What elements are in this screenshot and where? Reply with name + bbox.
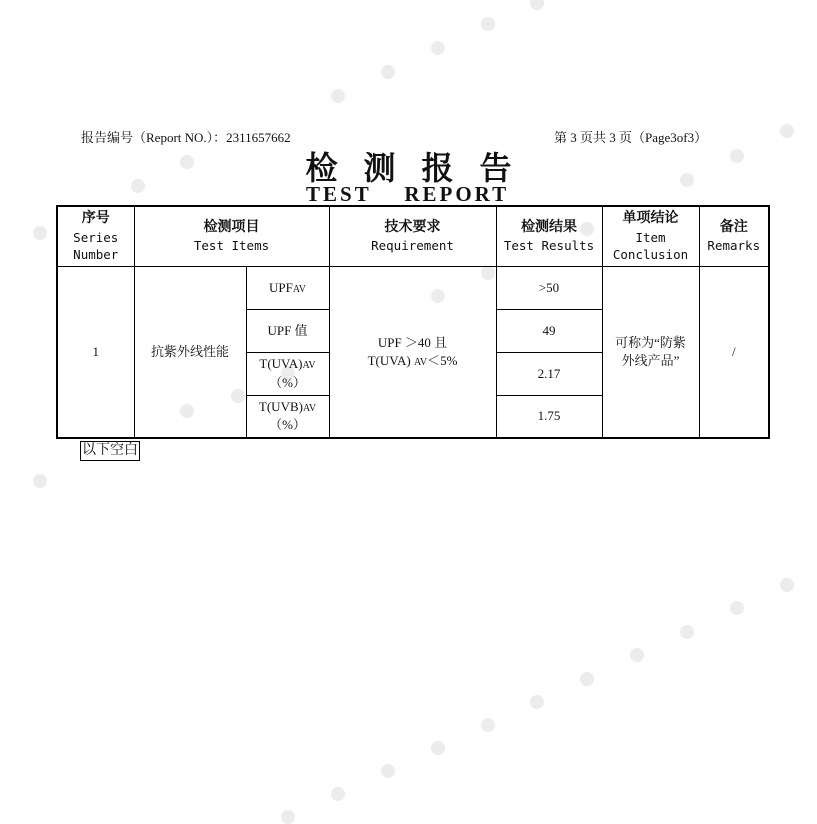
result-cell: 2.17 (496, 352, 602, 395)
col-header-en: Series Number (73, 229, 119, 263)
conclusion-cell (602, 266, 699, 438)
sub-item-cell (246, 266, 329, 309)
watermark-dot (481, 718, 495, 732)
col-header-results (496, 206, 602, 266)
col-header-cn: 备注 (719, 219, 748, 235)
series-cell: 1 (57, 266, 134, 438)
watermark-dot (281, 810, 295, 824)
requirement-line1: UPF ＞40 且 (377, 334, 448, 350)
watermark-dot (431, 741, 445, 755)
watermark-dot (331, 787, 345, 801)
result-cell: 1.75 (496, 395, 602, 438)
requirement-uva: T(UVA) (367, 352, 411, 368)
watermark-dot (431, 41, 445, 55)
col-header-en: Item Conclusion (612, 229, 689, 263)
col-header-en: Requirement (371, 238, 454, 254)
table-header-row (57, 206, 769, 266)
watermark-dot (381, 65, 395, 79)
sub-item-subscript: AV (302, 360, 316, 372)
conclusion-line2: 外线产品” (621, 352, 680, 368)
sub-item-unit: （%） (269, 374, 306, 390)
sub-item-main: T(UVB) (258, 399, 303, 415)
report-number: 报告编号（Report NO.）：2311657662 (81, 130, 291, 145)
col-header-cn: 序号 (81, 211, 110, 226)
watermark-dot (780, 578, 794, 592)
col-header-en: Remarks (707, 238, 761, 254)
col-header-cn: 单项结论 (622, 211, 679, 226)
sub-item-cell (246, 309, 329, 352)
requirement-cell (329, 266, 496, 438)
requirement-line2 (333, 352, 493, 370)
sub-item-main: T(UVA) (259, 356, 303, 372)
watermark-dot (580, 672, 594, 686)
col-header-requirement (329, 206, 496, 266)
watermark-dot (630, 648, 644, 662)
col-header-test-items (134, 206, 329, 266)
test-item-cell: 抗紫外线性能 (134, 266, 246, 438)
sub-item-cell (246, 352, 329, 395)
sub-item-subscript: AV (292, 283, 307, 295)
blank-below-note: 以下空白 (80, 441, 140, 461)
watermark-dot (481, 17, 495, 31)
conclusion-line1: 可称为“防紫 (615, 334, 686, 350)
col-header-en: Test Results (503, 238, 595, 254)
sub-item-main: UPF 值 (267, 322, 308, 338)
page-info: 第 3 页共 3 页（Page3of3） (554, 130, 708, 145)
watermark-dot (780, 124, 794, 138)
watermark-dot (381, 764, 395, 778)
col-header-conclusion (602, 206, 699, 266)
watermark-dot (331, 89, 345, 103)
report-title-cn: 检测报告 (305, 150, 538, 186)
requirement-limit: ＜5% (427, 352, 458, 368)
remarks-cell: / (699, 266, 769, 438)
sub-item-subscript: AV (302, 403, 317, 415)
col-header-remarks (699, 206, 769, 266)
watermark-dot (730, 601, 744, 615)
result-cell: 49 (496, 309, 602, 352)
col-header-cn: 检测结果 (521, 219, 578, 235)
test-results-table (56, 205, 770, 439)
sub-item-cell (246, 395, 329, 438)
col-header-en: Test Items (193, 238, 270, 254)
result-cell: >50 (496, 266, 602, 309)
watermark-dot (530, 0, 544, 10)
report-title-en: TEST REPORT (306, 182, 510, 206)
col-header-cn: 技术要求 (384, 219, 441, 235)
col-header-cn: 检测项目 (203, 219, 260, 235)
watermark-dot (680, 625, 694, 639)
requirement-subscript: AV (413, 356, 428, 368)
col-header-series (57, 206, 134, 266)
watermark-dot (33, 226, 47, 240)
table-row (57, 266, 769, 309)
watermark-dot (530, 695, 544, 709)
sub-item-unit: （%） (269, 417, 306, 433)
sub-item-main: UPF (269, 279, 293, 295)
watermark-dot (33, 474, 47, 488)
